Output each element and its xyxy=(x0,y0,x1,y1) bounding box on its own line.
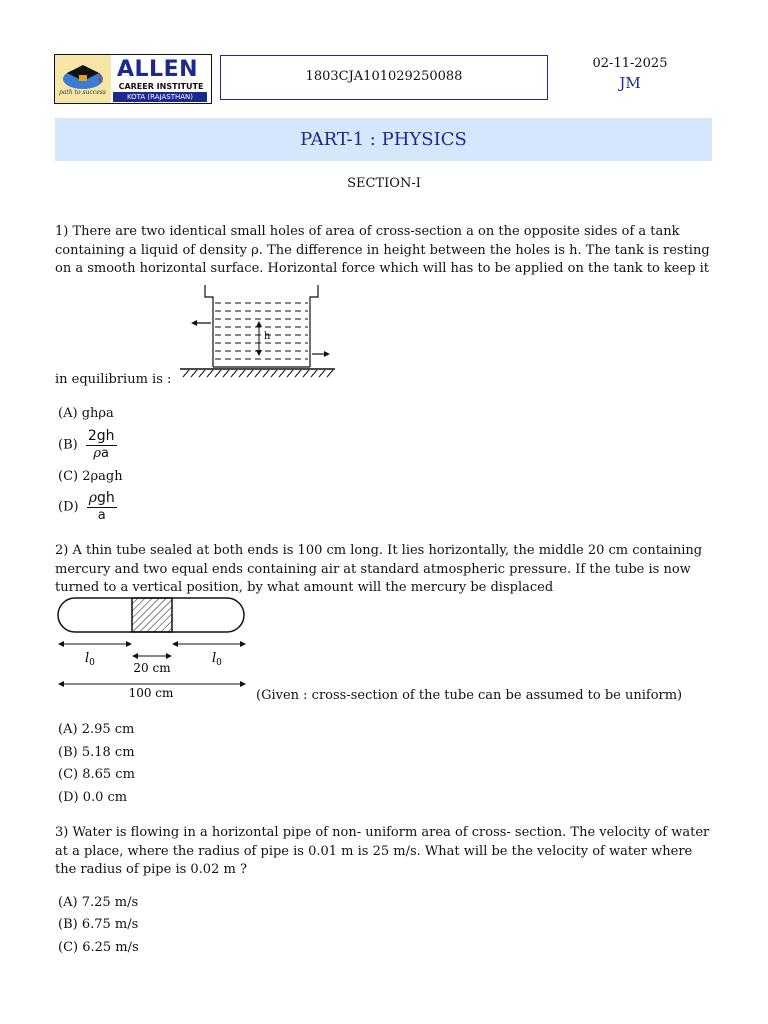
section-title: SECTION-I xyxy=(347,176,421,191)
allen-logo xyxy=(54,54,212,104)
option-2d[interactable]: (D) 0.0 cm xyxy=(58,790,128,805)
option-1a[interactable]: (A) ghρa xyxy=(58,406,114,421)
height-label: h xyxy=(264,331,271,342)
question-1-text-end: in equilibrium is : xyxy=(55,372,172,387)
length-l0-right-label: $l_0$ xyxy=(212,651,222,668)
part-title: PART-1 : PHYSICS xyxy=(55,118,712,161)
option-1b[interactable]: (B) $\frac{2gh}{\rho a}$ xyxy=(58,428,115,461)
question-2-text: 2) A thin tube sealed at both ends is 100 cm long. It lies horizontally, the middle 20 cm containing mercury and two equal ends containing air at standard atmospheric pressure. If the tube is now turned to a vertical position, by what amount will the mercury be displaced xyxy=(55,543,703,595)
option-1d[interactable]: (D) $\frac{\text{ρgh}}{a}$ xyxy=(58,490,115,523)
option-3b[interactable]: (B) 6.75 m/s xyxy=(58,917,139,932)
question-2-given: (Given : cross-section of the tube can be assumed to be uniform) xyxy=(256,688,683,703)
fraction: $\frac{\text{ρgh}}{a}$ xyxy=(88,490,115,523)
graduation-cap-icon xyxy=(55,55,111,104)
logo-emblem xyxy=(55,55,111,104)
total-length-label: 100 cm xyxy=(128,686,174,700)
question-1-text: 1) There are two identical small holes of area of cross-section a on the opposite sides of a tank containing a liquid of density ρ. The difference in height between the holes is h. The tank is resting on a smooth horizontal surface. Horizontal force which will has to be applied on the tank to keep it xyxy=(55,224,710,276)
tank-figure xyxy=(175,281,340,381)
tube-figure xyxy=(55,596,250,700)
paper-code: 1803CJA101029250088 xyxy=(220,55,548,100)
length-l0-left-label: $l_0$ xyxy=(85,651,95,668)
option-1c[interactable]: (C) 2ρagh xyxy=(58,469,123,484)
option-3a[interactable]: (A) 7.25 m/s xyxy=(58,895,139,910)
logo-institute: CAREER INSTITUTE xyxy=(118,82,204,91)
option-2b[interactable]: (B) 5.18 cm xyxy=(58,745,135,760)
exam-date: 02-11-2025 xyxy=(592,56,668,71)
logo-brand: ALLEN xyxy=(117,57,199,82)
logo-tagline: path to success xyxy=(59,89,106,96)
stream-label: JM xyxy=(619,74,641,92)
middle-length-label: 20 cm xyxy=(133,661,171,675)
logo-city: KOTA (RAJASTHAN) xyxy=(113,92,207,102)
fraction: $\frac{2gh}{\rho a}$ xyxy=(87,428,115,461)
option-3c[interactable]: (C) 6.25 m/s xyxy=(58,940,139,955)
question-3-text: 3) Water is flowing in a horizontal pipe of non- uniform area of cross- section. The velocity of water at a place, where the radius of pipe is 0.01 m is 25 m/s. What will be the velocity of water where the radius of pipe is 0.02 m ? xyxy=(55,825,710,877)
option-2a[interactable]: (A) 2.95 cm xyxy=(58,722,135,737)
option-2c[interactable]: (C) 8.65 cm xyxy=(58,767,135,782)
